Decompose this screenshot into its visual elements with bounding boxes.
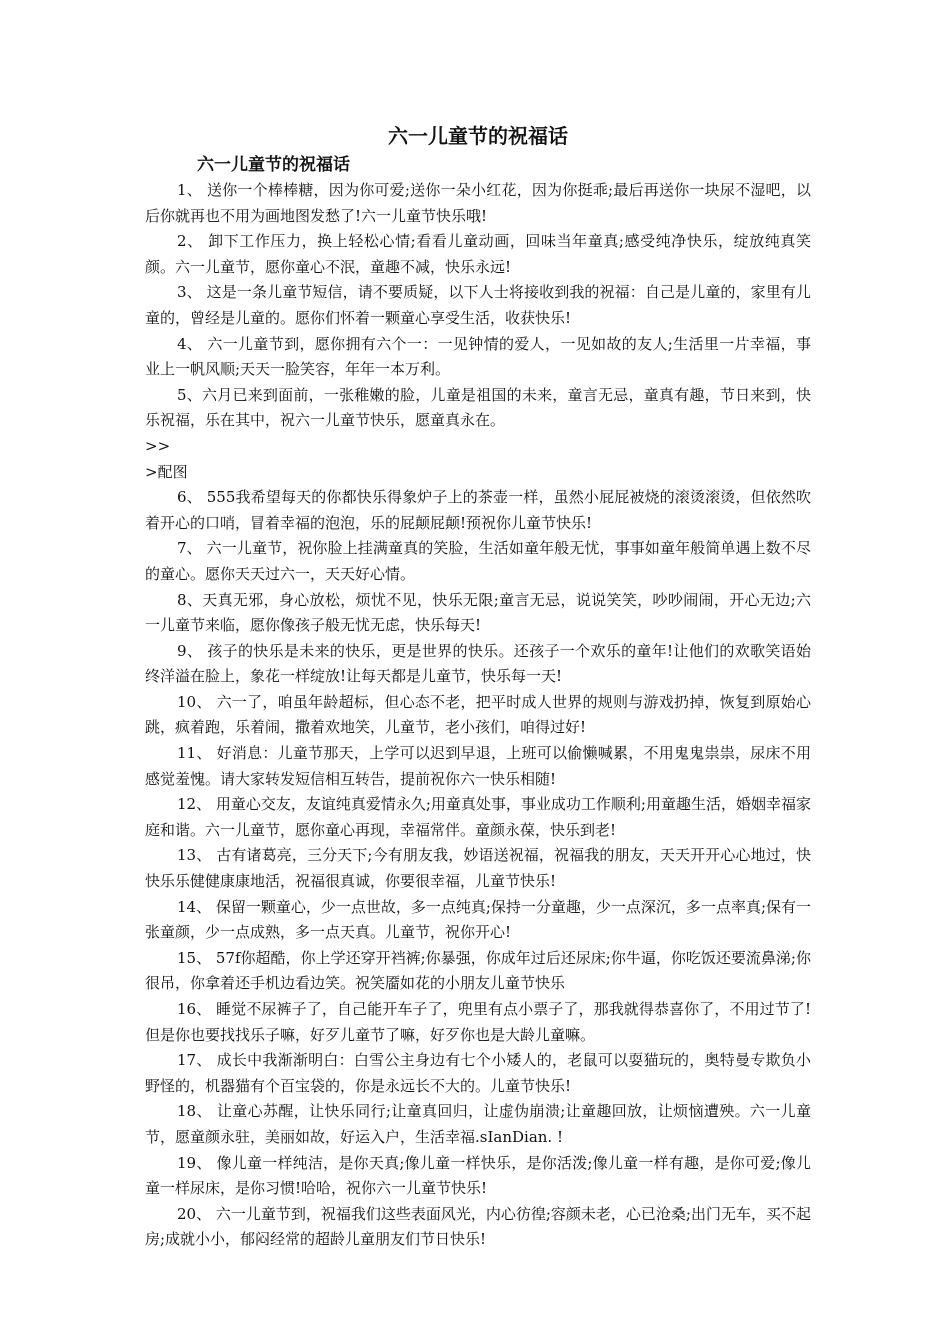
paragraph-7: 7、 六一儿童节，祝你脸上挂满童真的笑脸，生活如童年般无忧，事事如童年般简单遇上数不尽的童心。愿你天天过六一，天天好心情。 bbox=[145, 539, 811, 583]
paragraph-8: 8、天真无邪，身心放松，烦忧不见，快乐无限;童言无忌，说说笑笑，吵吵闹闹，开心无边;六一儿童节来临，愿你像孩子般无忧无虑，快乐每天! bbox=[145, 590, 811, 635]
paragraph-9: 9、 孩子的快乐是未来的快乐，更是世界的快乐。还孩子一个欢乐的童年!让他们的欢歌笑语始终洋溢在脸上，象花一样绽放!让每天都是儿童节，快乐每一天! bbox=[145, 641, 811, 686]
paragraph-19: 19、 像儿童一样纯洁，是你天真;像儿童一样快乐，是你活泼;像儿童一样有趣，是你可爱;像儿童一样尿床，是你习惯!哈哈，祝你六一儿童节快乐! bbox=[145, 1153, 811, 1198]
document-page bbox=[145, 118, 811, 1253]
document-title: 六一儿童节的祝福话 bbox=[388, 124, 568, 148]
paragraph-18: 18、 让童心苏醒，让快乐同行;让童真回归，让虚伪崩溃;让童趣回放，让烦恼遭殃。六一儿童节，愿童颜永驻，美丽如故，好运入户，生活幸福.sIanDian. ! bbox=[145, 1102, 811, 1146]
paragraph-12: 12、 用童心交友，友谊纯真爱情永久;用童真处事，事业成功工作顺利;用童趣生活，婚姻幸福家庭和谐。六一儿童节，愿你童心再现，幸福常伴。童颜永葆，快乐到老! bbox=[145, 795, 811, 839]
paragraph-4: 4、 六一儿童节到，愿你拥有六个一：一见钟情的爱人，一见如故的友人;生活里一片幸福，事业上一帆风顺;天天一脸笑容，年年一本万利。 bbox=[145, 334, 811, 379]
paragraph-2: 2、 卸下工作压力，换上轻松心情;看看儿童动画，回味当年童真;感受纯净快乐，绽放纯真笑颜。六一儿童节，愿你童心不泯，童趣不减，快乐永远! bbox=[145, 232, 811, 276]
image-link[interactable]: >配图 bbox=[145, 462, 188, 481]
paragraph-11: 11、 好消息：儿童节那天，上学可以迟到早退，上班可以偷懒喊累，不用鬼鬼祟祟，尿床不用感觉羞愧。请大家转发短信相互转告，提前祝你六一快乐相随! bbox=[145, 744, 811, 788]
more-link[interactable]: >> bbox=[145, 436, 171, 455]
paragraph-1: 1、 送你一个棒棒糖，因为你可爱;送你一朵小红花，因为你挺乖;最后再送你一块尿不湿吧，以后你就再也不用为画地图发愁了!六一儿童节快乐哦! bbox=[145, 181, 811, 225]
paragraph-6: 6、 555我希望每天的你都快乐得象炉子上的茶壶一样，虽然小屁屁被烧的滚烫滚烫，但依然吹着开心的口哨，冒着幸福的泡泡，乐的屁颠屁颠!预祝你儿童节快乐! bbox=[145, 488, 811, 532]
paragraph-5: 5、六月已来到面前，一张稚嫩的脸，儿童是祖国的未来，童言无忌，童真有趣，节日来到，快乐祝福，乐在其中，祝六一儿童节快乐，愿童真永在。 bbox=[145, 385, 811, 430]
paragraph-20: 20、 六一儿童节到，祝福我们这些表面风光，内心彷徨;容颜未老，心已沧桑;出门无车，买不起房;成就小小，郁闷经常的超龄儿童朋友们节日快乐! bbox=[145, 1204, 811, 1249]
paragraph-3: 3、 这是一条儿童节短信，请不要质疑，以下人士将接收到我的祝福：自己是儿童的，家里有儿童的，曾经是儿童的。愿你们怀着一颗童心享受生活，收获快乐! bbox=[145, 283, 811, 327]
paragraph-13: 13、 古有诸葛亮，三分天下;今有朋友我，妙语送祝福，祝福我的朋友，天天开开心心地过，快快乐乐健健康康地活，祝福很真诚，你要很幸福，儿童节快乐! bbox=[145, 846, 811, 891]
paragraph-15: 15、 57f你超酷，你上学还穿开裆裤;你暴强，你成年过后还尿床;你牛逼，你吃饭还要流鼻涕;你很吊，你拿着还手机边看边笑。祝笑靥如花的小朋友儿童节快乐 bbox=[145, 948, 811, 993]
paragraph-16: 16、 睡觉不尿裤子了，自己能开车子了，兜里有点小票子了，那我就得恭喜你了，不用过节了!但是你也要找找乐子嘛，好歹儿童节了嘛，好歹你也是大龄儿童嘛。 bbox=[145, 1000, 811, 1044]
paragraph-10: 10、 六一了，咱虽年龄超标，但心态不老，把平时成人世界的规则与游戏扔掉，恢复到原始心跳，疯着跑，乐着闹，撒着欢地笑，儿童节，老小孩们，咱得过好! bbox=[145, 692, 811, 737]
document-subtitle: 六一儿童节的祝福话 bbox=[197, 155, 350, 175]
paragraph-17: 17、 成长中我渐渐明白：白雪公主身边有七个小矮人的，老鼠可以耍猫玩的，奥特曼专欺负小野怪的，机器猫有个百宝袋的，你是永远长不大的。儿童节快乐! bbox=[145, 1051, 811, 1095]
paragraph-14: 14、 保留一颗童心，少一点世故，多一点纯真;保持一分童趣，少一点深沉，多一点率真;保有一张童颜，少一点成熟，多一点天真。儿童节，祝你开心! bbox=[145, 897, 811, 942]
